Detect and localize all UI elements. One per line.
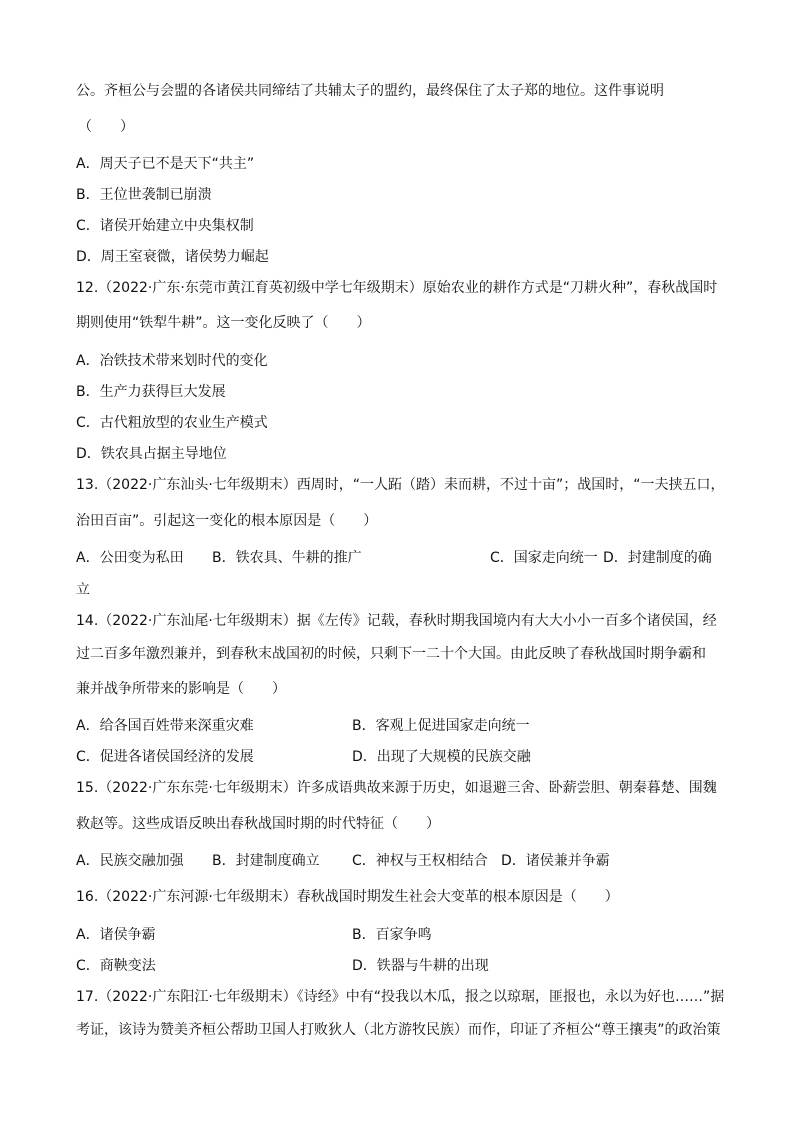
question-15: 15.（2022·广东东莞·七年级期末）许多成语典故来源于历史，如退避三舍、卧薪尝胆、朝秦暮楚、围魏 <box>76 780 717 796</box>
option-a: A．周天子已不是天下“共主” <box>76 156 255 172</box>
text-line: 兼并战争所带来的影响是（ ） <box>76 681 286 697</box>
text-line: 立 <box>76 582 90 598</box>
option-d: D．周王室衰微，诸侯势力崛起 <box>76 249 269 265</box>
option-d: D．铁农具占据主导地位 <box>76 446 227 462</box>
option-c: C．神权与王权相结合 <box>352 853 488 869</box>
text-line: 考证，该诗为赞美齐桓公帮助卫国人打败狄人（北方游牧民族）而作，印证了齐桓公“尊王攘夷”的政治策 <box>76 1022 721 1038</box>
option-b: B．百家争鸣 <box>352 927 432 943</box>
option-c: C．促进各诸侯国经济的发展 <box>76 749 254 765</box>
option-a: A．诸侯争霸 <box>76 927 156 943</box>
question-12: 12.（2022·广东·东莞市黄江育英初级中学七年级期末）原始农业的耕作方式是“刀耕火种”，春秋战国时 <box>76 280 718 296</box>
option-c: C．国家走向统一 <box>490 550 598 566</box>
question-14: 14.（2022·广东汕尾·七年级期末）据《左传》记载，春秋时期我国境内有大大小小一百多个诸侯国，经 <box>76 613 717 629</box>
text-line: 救赵等。这些成语反映出春秋战国时期的时代特征（ ） <box>76 816 440 832</box>
text-line: 期则使用“铁犁牛耕”。这一变化反映了（ ） <box>76 315 371 331</box>
option-d: D．铁器与牛耕的出现 <box>352 958 489 974</box>
option-c: C．古代粗放型的农业生产模式 <box>76 415 268 431</box>
option-b: B．生产力获得巨大发展 <box>76 384 226 400</box>
option-d: D．诸侯兼并争霸 <box>501 853 610 869</box>
option-d: D．出现了大规模的民族交融 <box>352 749 531 765</box>
option-a: A．冶铁技术带来划时代的变化 <box>76 353 268 369</box>
option-c: C．商鞅变法 <box>76 958 156 974</box>
question-16: 16.（2022·广东河源·七年级期末）春秋战国时期发生社会大变革的根本原因是（ ） <box>76 889 619 905</box>
answer-bracket: （ ） <box>78 119 134 135</box>
option-a: A．公田变为私田 <box>76 550 184 566</box>
option-b: B．王位世袭制已崩溃 <box>76 187 212 203</box>
option-a: A．给各国百姓带来深重灾难 <box>76 718 254 734</box>
option-d: D．封建制度的确 <box>603 550 712 566</box>
option-b: B．客观上促进国家走向统一 <box>352 718 530 734</box>
question-17: 17.（2022·广东阳江·七年级期末）《诗经》中有“投我以木瓜，报之以琼琚，匪报也，永以为好也……”据 <box>76 989 725 1005</box>
text-line: 过二百多年激烈兼并，到春秋末战国初的时候，只剩下一二十个大国。由此反映了春秋战国时期争霸和 <box>76 646 706 662</box>
question-13: 13.（2022·广东汕头·七年级期末）西周时，“一人跖（踏）耒而耕，不过十亩”；战国时，“一夫挟五口， <box>76 477 725 493</box>
option-a: A．民族交融加强 <box>76 853 184 869</box>
option-b: B．铁农具、牛耕的推广 <box>212 550 362 566</box>
text-line: 公。齐桓公与会盟的各诸侯共同缔结了共辅太子的盟约，最终保住了太子郑的地位。这件事说明 <box>76 83 664 99</box>
text-line: 治田百亩”。引起这一变化的根本原因是（ ） <box>76 513 378 529</box>
option-c: C．诸侯开始建立中央集权制 <box>76 218 254 234</box>
option-b: B．封建制度确立 <box>212 853 320 869</box>
